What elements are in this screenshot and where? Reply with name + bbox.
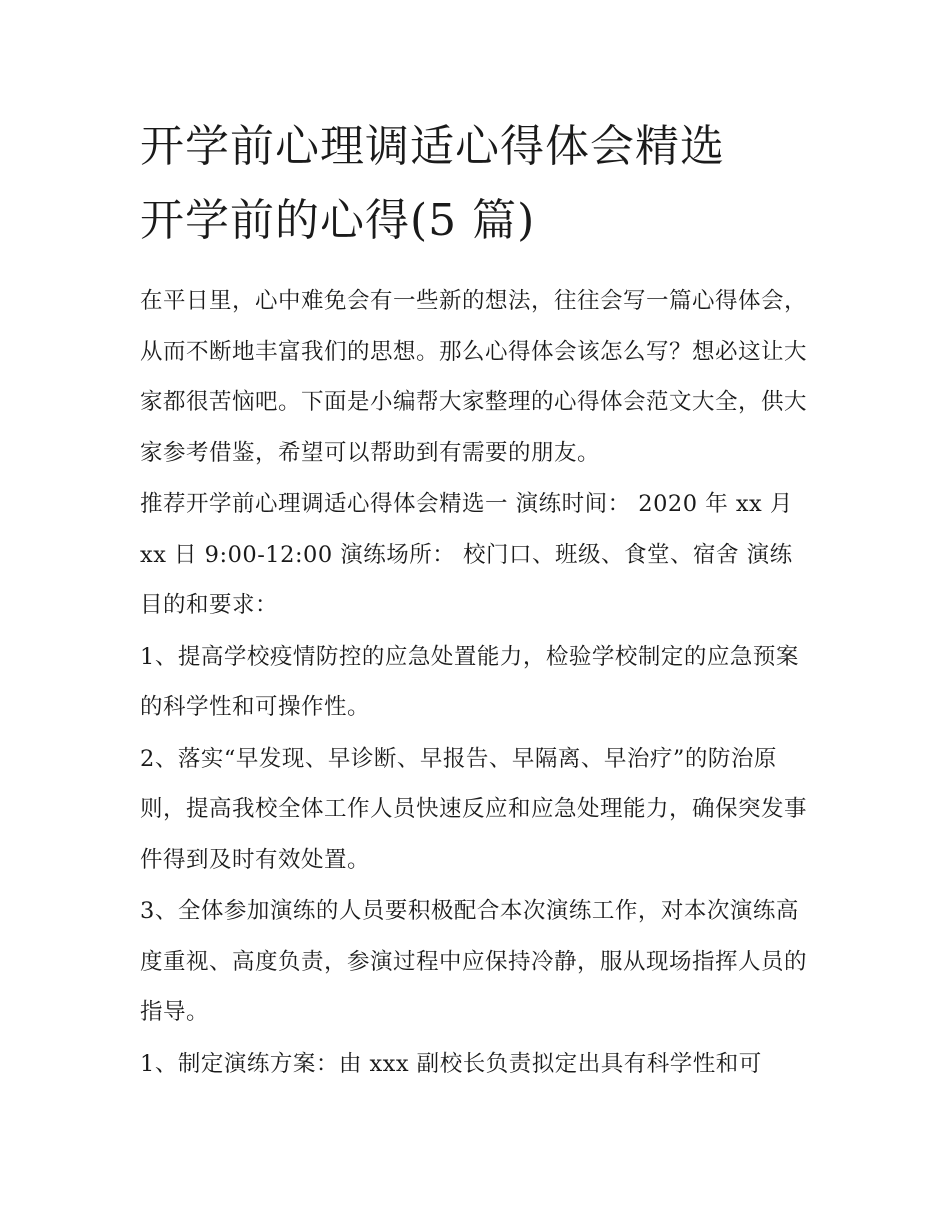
intro-paragraph: 在平日里，心中难免会有一些新的想法，往往会写一篇心得体会，从而不断地丰富我们的思想。那么心得体会该怎么写？想必这让大家都很苦恼吧。下面是小编帮大家整理的心得体会范文大全，供大家参考借鉴，希望可以帮助到有需要的朋友。 [140, 288, 808, 466]
drill-info-paragraph: 推荐开学前心理调适心得体会精选一 演练时间： 2020 年 xx 月 xx 日 9:00-12:00 演练场所： 校门口、班级、食堂、宿舍 演练目的和要求： [140, 491, 793, 618]
requirement-item-3: 3、全体参加演练的人员要积极配合本次演练工作，对本次演练高度重视、高度负责，参演过程中应保持冷静，服从现场指挥人员的指导。 [140, 898, 808, 1025]
title-line-2: 开学前的心得(5 篇) [140, 195, 536, 246]
document-title [140, 110, 812, 258]
requirement-item-1: 1、提高学校疫情防控的应急处置能力，检验学校制定的应急预案的科学性和可操作性。 [140, 643, 799, 720]
step-item-1: 1、制定演练方案：由 xxx 副校长负责拟定出具有科学性和可 [140, 1050, 762, 1077]
title-line-1: 开学前心理调适心得体会精选 [140, 121, 725, 172]
document-body [140, 110, 812, 1090]
requirement-item-2: 2、落实“早发现、早诊断、早报告、早隔离、早治疗”的防治原则，提高我校全体工作人员快速反应和应急处理能力，确保突发事件得到及时有效处置。 [140, 745, 808, 873]
